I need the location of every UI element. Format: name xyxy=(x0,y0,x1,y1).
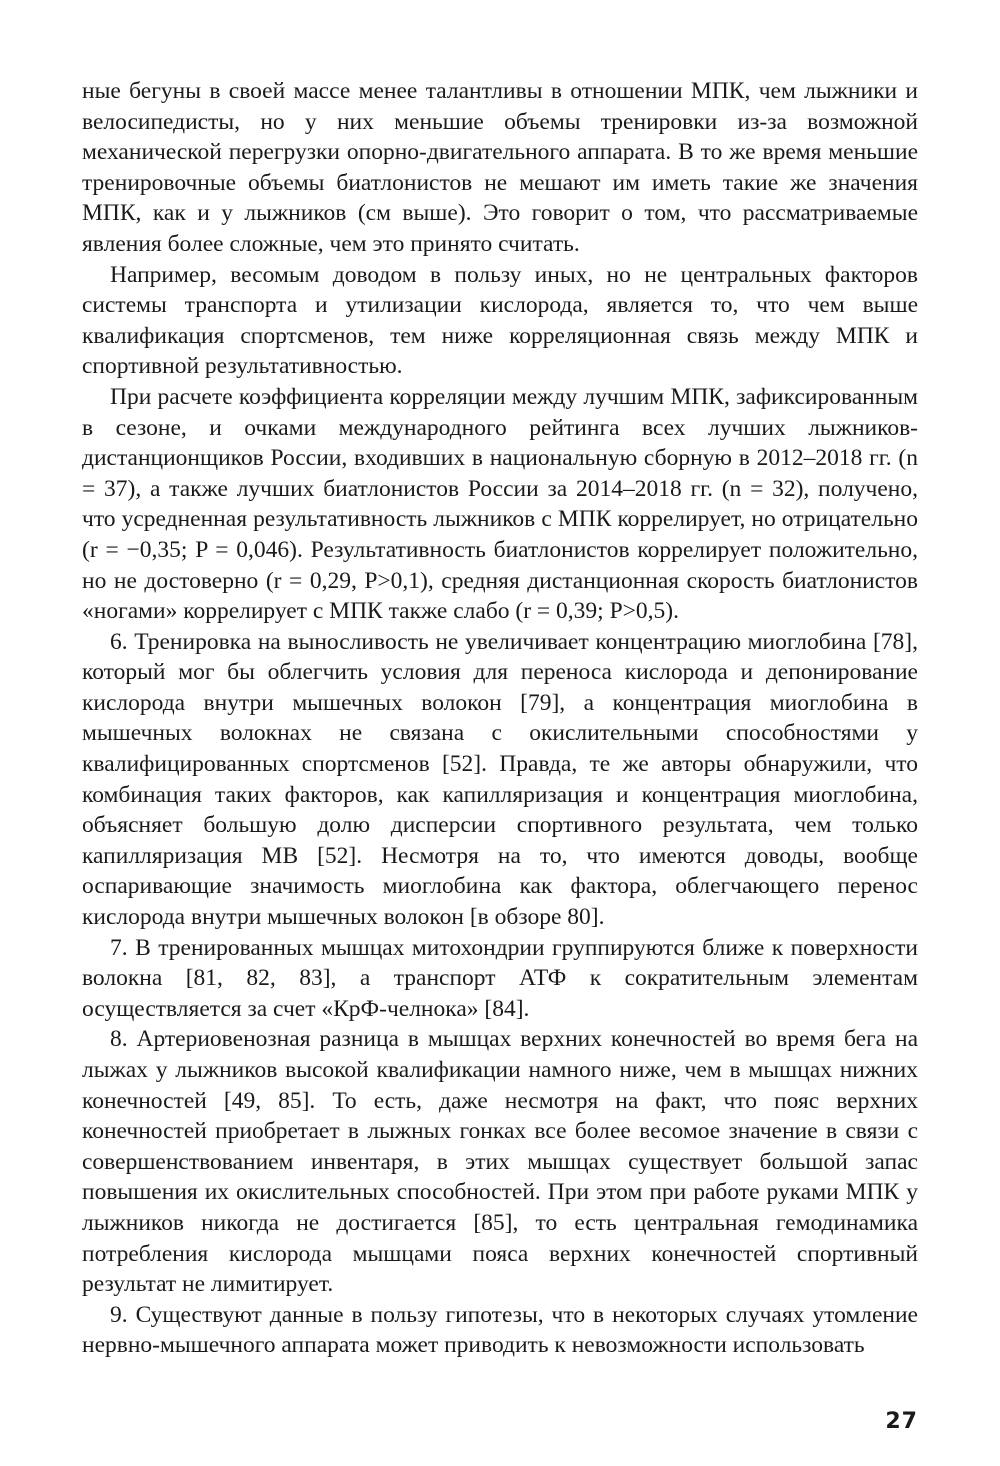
page-body xyxy=(82,76,918,1361)
page-number: 27 xyxy=(885,1409,918,1434)
paragraph-item-9: 9. Существуют данные в пользу гипотезы, что в некоторых случаях утомление нервно-мышечного аппарата может приводить к невозможности использовать xyxy=(82,1301,918,1359)
paragraph-continuation: ные бегуны в своей массе менее талантливы в отношении МПК, чем лыжники и велосипедисты, но у них меньшие объемы тренировки из-за возможной механической перегрузки опорно-двигательного аппарата. В то же время меньшие тренировочные объемы биатлонистов не мешают им иметь такие же значения МПК, как и у лыжников (см выше). Это говорит о том, что рассматриваемые явления более сложные, чем это принято считать. xyxy=(82,78,918,257)
paragraph-item-7: 7. В тренированных мышцах митохондрии группируются ближе к поверхности волокна [81, 82, 83], а транспорт АТФ к сократительным элементам осуществляется за счет «КрФ-челнока» [84]. xyxy=(82,934,918,1022)
paragraph-item-6: 6. Тренировка на выносливость не увеличивает концентрацию миоглобина [78], который мог бы облегчить условия для переноса кислорода и депонирование кислорода внутри мышечных волокон [79], а концентрация миоглобина в мышечных волокнах не связана с окислительными способностями у квалифицированных спортсменов [52]. Правда, те же авторы обнаружили, что комбинация таких факторов, как капилляризация и концентрация миоглобина, объясняет большую долю дисперсии спортивного результата, чем только капилляризация МВ [52]. Несмотря на то, что имеются доводы, вообще оспаривающие значимость миоглобина как фактора, облегчающего перенос кислорода внутри мышечных волокон [в обзоре 80]. xyxy=(82,628,918,931)
paragraph-example: Например, весомым доводом в пользу иных, но не центральных факторов системы транспорта и утилизации кислорода, является то, что чем выше квалификация спортсменов, тем ниже корреляционная связь между МПК и спортивной результативностью. xyxy=(82,261,918,380)
paragraph-item-8: 8. Артериовенозная разница в мышцах верхних конечностей во время бега на лыжах у лыжников высокой квалификации намного ниже, чем в мышцах нижних конечностей [49, 85]. То есть, даже несмотря на факт, что пояс верхних конечностей приобретает в лыжных гонках все более весомое значение в связи с совершенствованием инвентаря, в этих мышцах существует большой запас повышения их окислительных способностей. При этом при работе руками МПК у лыжников никогда не достигается [85], то есть центральная гемодинамика потребления кислорода мышцами пояса верхних конечностей спортивный результат не лимитирует. xyxy=(82,1026,918,1298)
paragraph-correlation: При расчете коэффициента корреляции между лучшим МПК, зафиксированным в сезоне, и очками международного рейтинга всех лучших лыжников-дистанционщиков России, входивших в национальную сборную в 2012–2018 гг. (n = 37), а также лучших биатлонистов России за 2014–2018 гг. (n = 32), получено, что усредненная результативность лыжников с МПК коррелирует, но отрицательно (r = −0,35; P = 0,046). Результативность биатлонистов коррелирует положительно, но не достоверно (r = 0,29, P>0,1), средняя дистанционная скорость биатлонистов «ногами» коррелирует с МПК также слабо (r = 0,39; P>0,5). xyxy=(82,383,918,625)
